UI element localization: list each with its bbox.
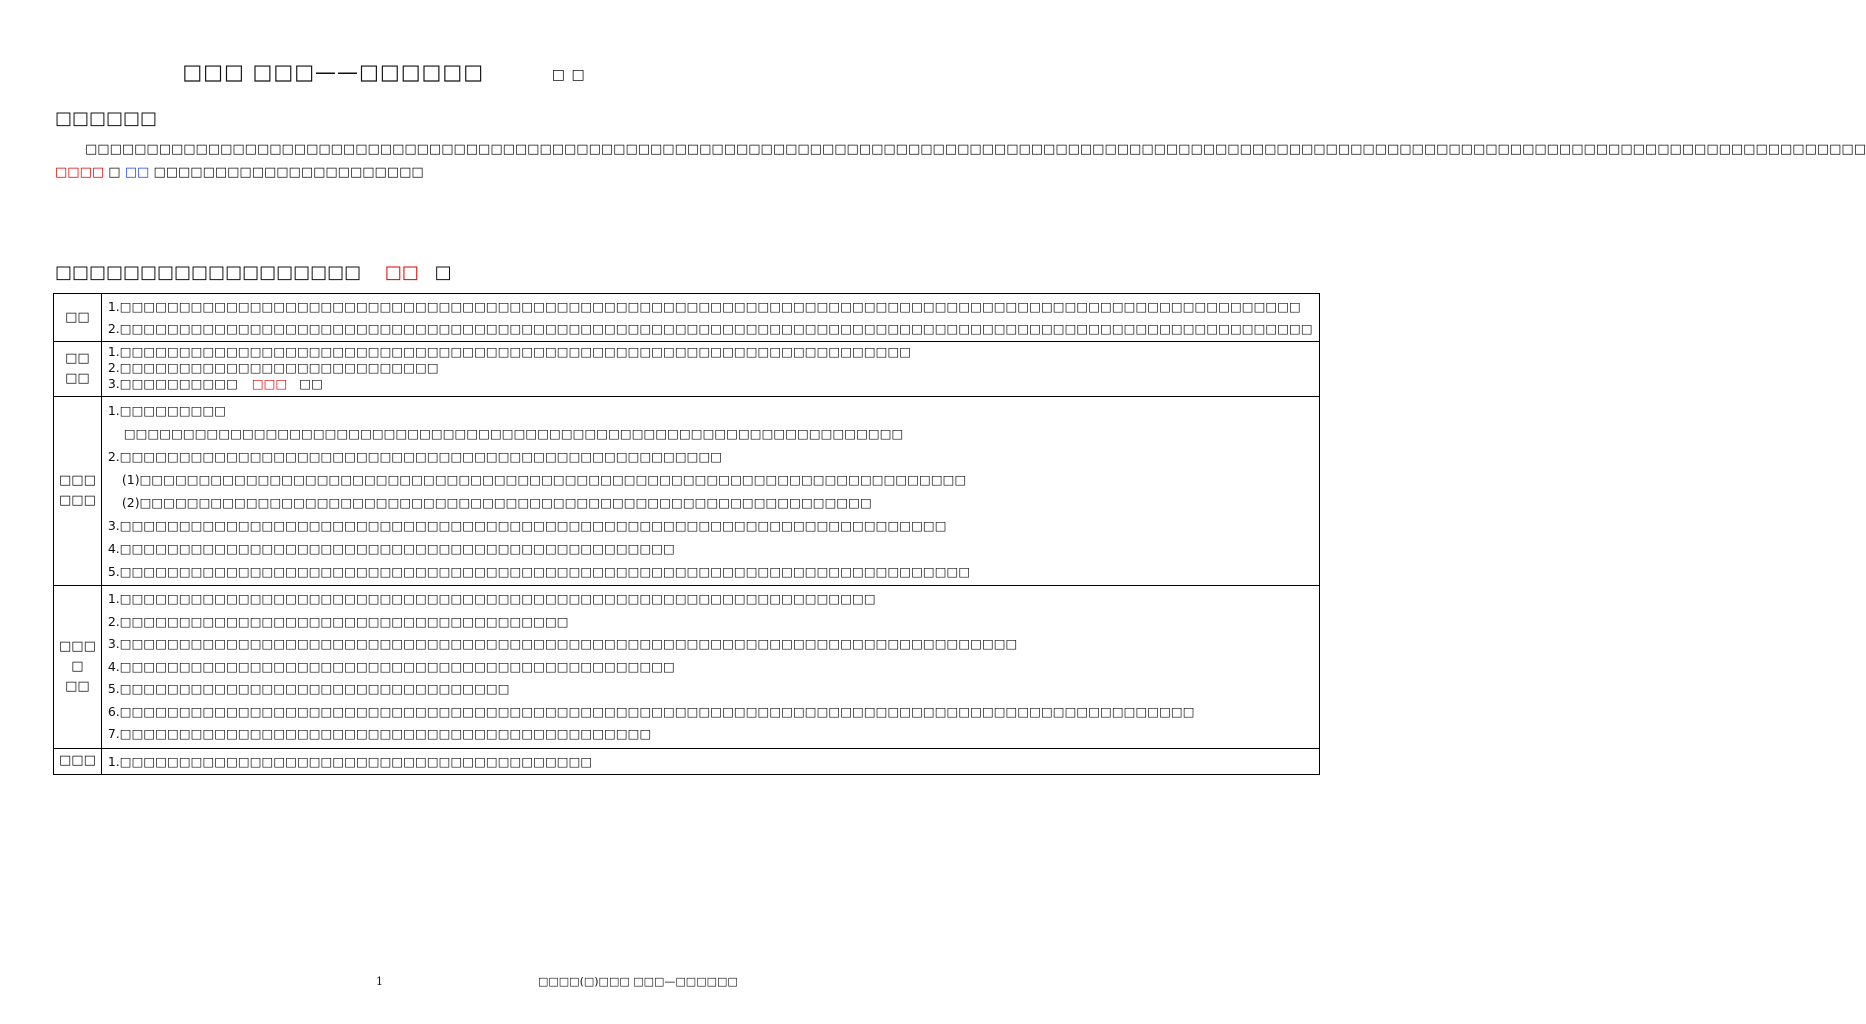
item-tail: □□ bbox=[299, 376, 323, 391]
item-text: 3.□□□□□□□□□□ bbox=[107, 376, 238, 391]
row-content bbox=[101, 748, 1319, 775]
section2-heading bbox=[55, 262, 452, 283]
list-item: 5.□□□□□□□□□□□□□□□□□□□□□□□□□□□□□□□□□ bbox=[107, 681, 510, 696]
section2-heading-text: □□□□□□□□□□□□□□□□□□ bbox=[55, 262, 362, 283]
list-item: (2)□□□□□□□□□□□□□□□□□□□□□□□□□□□□□□□□□□□□□□□□□□□□□□□□□□□□□□□□□□□□□□ bbox=[121, 495, 872, 510]
section1-heading: □□□□□□ bbox=[55, 108, 158, 129]
table-row bbox=[54, 586, 1320, 749]
intro-text-c: □□□□□□□□□□□□□□□□□□□□□□ bbox=[153, 165, 424, 180]
page-title bbox=[0, 60, 768, 84]
row-label: □□□ bbox=[54, 748, 102, 775]
list-item: 3.□□□□□□□□□□□□□□□□□□□□□□□□□□□□□□□□□□□□□□□□□□□□□□□□□□□□□□□□□□□□□□□□□□□□□□ bbox=[107, 518, 947, 533]
section2-red-text: □□ bbox=[384, 262, 419, 283]
table-row bbox=[54, 342, 1320, 397]
table-row bbox=[54, 397, 1320, 586]
intro-paragraph bbox=[55, 138, 1866, 184]
list-item: 2.□□□□□□□□□□□□□□□□□□□□□□□□□□□□□□□□□□□□□□□□□□□□□□□□□□□ bbox=[107, 449, 723, 464]
list-item: 7.□□□□□□□□□□□□□□□□□□□□□□□□□□□□□□□□□□□□□□□□□□□□□ bbox=[107, 726, 652, 741]
list-item: 1.□□□□□□□□□ bbox=[107, 403, 227, 418]
page-number: 1 bbox=[376, 975, 383, 988]
table-row bbox=[54, 748, 1320, 775]
title-text: □□□ □□□——□□□□□□ bbox=[182, 60, 485, 84]
row-label: □□□ □□□ bbox=[54, 397, 102, 586]
list-item: 2.□□□□□□□□□□□□□□□□□□□□□□□□□□□□□□□□□□□□□□□□□□□□□□□□□□□□□□□□□□□□□□□□□□□□□□□□□□□□□□□□□□□□□□□□□□□□□□□□□□□□□ bbox=[107, 320, 1313, 336]
intro-text-b: □ bbox=[108, 165, 121, 180]
row-label: □□ □□ bbox=[54, 342, 102, 397]
list-item bbox=[108, 376, 1313, 392]
list-item: 5.□□□□□□□□□□□□□□□□□□□□□□□□□□□□□□□□□□□□□□□□□□□□□□□□□□□□□□□□□□□□□□□□□□□□□□□□ bbox=[107, 564, 971, 579]
list-item: 4.□□□□□□□□□□□□□□□□□□□□□□□□□□□□□□□□□□□□□□□□□□□□□□□ bbox=[107, 541, 675, 556]
title-suffix: □ □ bbox=[551, 67, 586, 83]
list-item: 2.□□□□□□□□□□□□□□□□□□□□□□□□□□□ bbox=[107, 360, 439, 375]
row-content bbox=[101, 397, 1319, 586]
intro-text-a: □□□□□□□□□□□□□□□□□□□□□□□□□□□□□□□□□□□□□□□□□□□□□□□□□□□□□□□□□□□□□□□□□□□□□□□□□□□□□□□□□□□□□□□□□□□□□□□□□□□□□□□□□□□□□□□□□□□□□□□□□□□□□□□□□□□□□□□□□□□□□□□□□ bbox=[85, 142, 1866, 157]
row-content bbox=[101, 586, 1319, 749]
list-item: 4.□□□□□□□□□□□□□□□□□□□□□□□□□□□□□□□□□□□□□□□□□□□□□□□ bbox=[107, 658, 675, 674]
list-item: 1.□□□□□□□□□□□□□□□□□□□□□□□□□□□□□□□□□□□□□□□□□□□□□□□□□□□□□□□□□□□□□□□□ bbox=[107, 591, 876, 606]
knowledge-table bbox=[53, 293, 1320, 775]
list-item: 1.□□□□□□□□□□□□□□□□□□□□□□□□□□□□□□□□□□□□□□□□ bbox=[107, 753, 593, 769]
intro-red-text: □□□□ bbox=[55, 165, 105, 180]
list-item: 6.□□□□□□□□□□□□□□□□□□□□□□□□□□□□□□□□□□□□□□□□□□□□□□□□□□□□□□□□□□□□□□□□□□□□□□□□□□□□□□□□□□□□□□□□□□□ bbox=[107, 703, 1195, 719]
table-row bbox=[54, 294, 1320, 342]
row-content bbox=[101, 294, 1319, 342]
intro-blue-text: □□ bbox=[124, 165, 150, 180]
list-item: 1.□□□□□□□□□□□□□□□□□□□□□□□□□□□□□□□□□□□□□□□□□□□□□□□□□□□□□□□□□□□□□□□□□□□□□□□□□□□□□□□□□□□□□□□□□□□□□□□□□□□□ bbox=[107, 299, 1301, 314]
list-item: 1.□□□□□□□□□□□□□□□□□□□□□□□□□□□□□□□□□□□□□□□□□□□□□□□□□□□□□□□□□□□□□□□□□□□ bbox=[107, 344, 912, 359]
section2-suffix: □ bbox=[434, 262, 452, 283]
row-label: □□ bbox=[54, 294, 102, 342]
list-item: (1)□□□□□□□□□□□□□□□□□□□□□□□□□□□□□□□□□□□□□□□□□□□□□□□□□□□□□□□□□□□□□□□□□□□□□□ bbox=[121, 472, 967, 487]
list-item: □□□□□□□□□□□□□□□□□□□□□□□□□□□□□□□□□□□□□□□□□□□□□□□□□□□□□□□□□□□□□□□□□□ bbox=[123, 426, 904, 441]
row-label: □□□ □ □□ bbox=[54, 586, 102, 749]
footer-text: □□□□(□)□□□ □□□—□□□□□□ bbox=[538, 975, 738, 988]
row-content bbox=[101, 342, 1319, 397]
item-red-text: □□□ bbox=[251, 376, 288, 391]
list-item: 2.□□□□□□□□□□□□□□□□□□□□□□□□□□□□□□□□□□□□□□ bbox=[107, 613, 569, 629]
list-item: 3.□□□□□□□□□□□□□□□□□□□□□□□□□□□□□□□□□□□□□□□□□□□□□□□□□□□□□□□□□□□□□□□□□□□□□□□□□□□□ bbox=[107, 636, 1018, 651]
